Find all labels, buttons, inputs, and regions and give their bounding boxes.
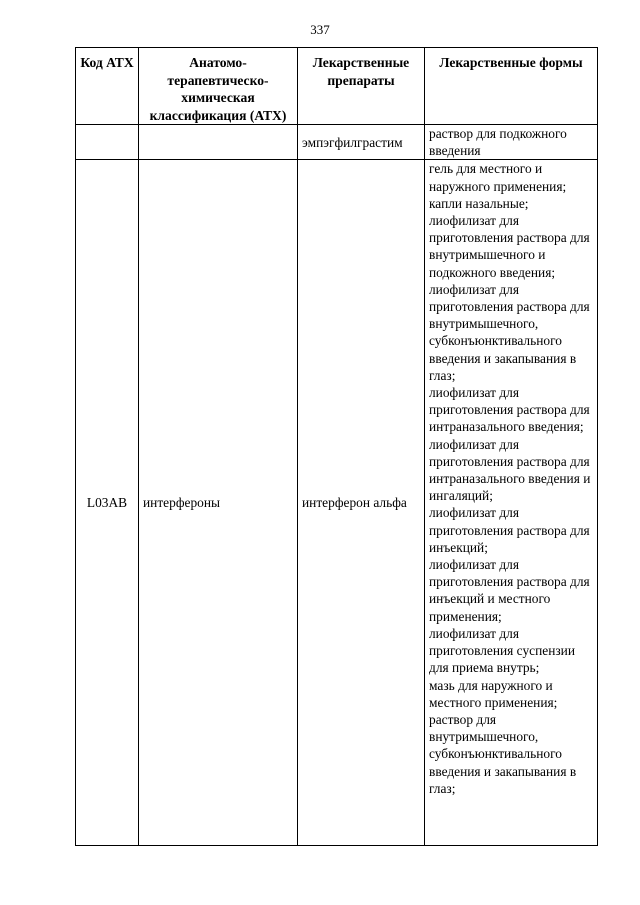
page-number: 337 [310, 22, 330, 37]
header-dosage-forms: Лекарственные формы [425, 48, 598, 125]
dosage-form-item: лиофилизат для приготовления раствора для интраназального введения; [429, 385, 590, 435]
header-atx-classification: Анатомо-терапевтическо-химическая классификация (АТХ) [139, 48, 298, 125]
table-header-row [76, 48, 598, 125]
table-row [76, 125, 598, 160]
dosage-form-item: раствор для внутримышечного, субконъюнктивального введения и закапывания в глаз; [429, 711, 577, 796]
table-row [76, 160, 598, 846]
cell-dosage-forms [425, 125, 598, 160]
dosage-forms-list [429, 125, 593, 159]
dosage-form-item: лиофилизат для приготовления раствора для инъекций и местного применения; [429, 557, 590, 624]
dosage-form-item: капли назальные; [429, 195, 529, 211]
cell-dosage-forms [425, 160, 598, 846]
cell-drug: интерферон альфа [298, 160, 425, 846]
cell-atx-code: L03AB [76, 160, 139, 846]
cell-classification [139, 125, 298, 160]
dosage-form-item: мазь для наружного и местного применения; [429, 677, 558, 710]
dosage-form-item: раствор для подкожного введения [429, 126, 567, 159]
cell-atx-code [76, 125, 139, 160]
header-atx-code: Код АТХ [76, 48, 139, 125]
atx-table [75, 47, 598, 846]
dosage-form-item: лиофилизат для приготовления суспензии для приема внутрь; [429, 625, 575, 676]
dosage-form-item: гель для местного и наружного применения; [429, 161, 567, 194]
header-drugs: Лекарственные препараты [298, 48, 425, 125]
dosage-form-item: лиофилизат для приготовления раствора для внутримышечного и подкожного введения; [429, 213, 590, 280]
dosage-form-item: лиофилизат для приготовления раствора для интраназального введения и ингаляций; [429, 436, 591, 504]
cell-drug: эмпэгфилграстим [298, 125, 425, 160]
dosage-forms-list [429, 160, 593, 797]
dosage-form-item: лиофилизат для приготовления раствора для инъекций; [429, 505, 590, 555]
cell-classification: интерфероны [139, 160, 298, 846]
dosage-form-item: лиофилизат для приготовления раствора для внутримышечного, субконъюнктивального введения и закапывания в глаз; [429, 281, 590, 383]
